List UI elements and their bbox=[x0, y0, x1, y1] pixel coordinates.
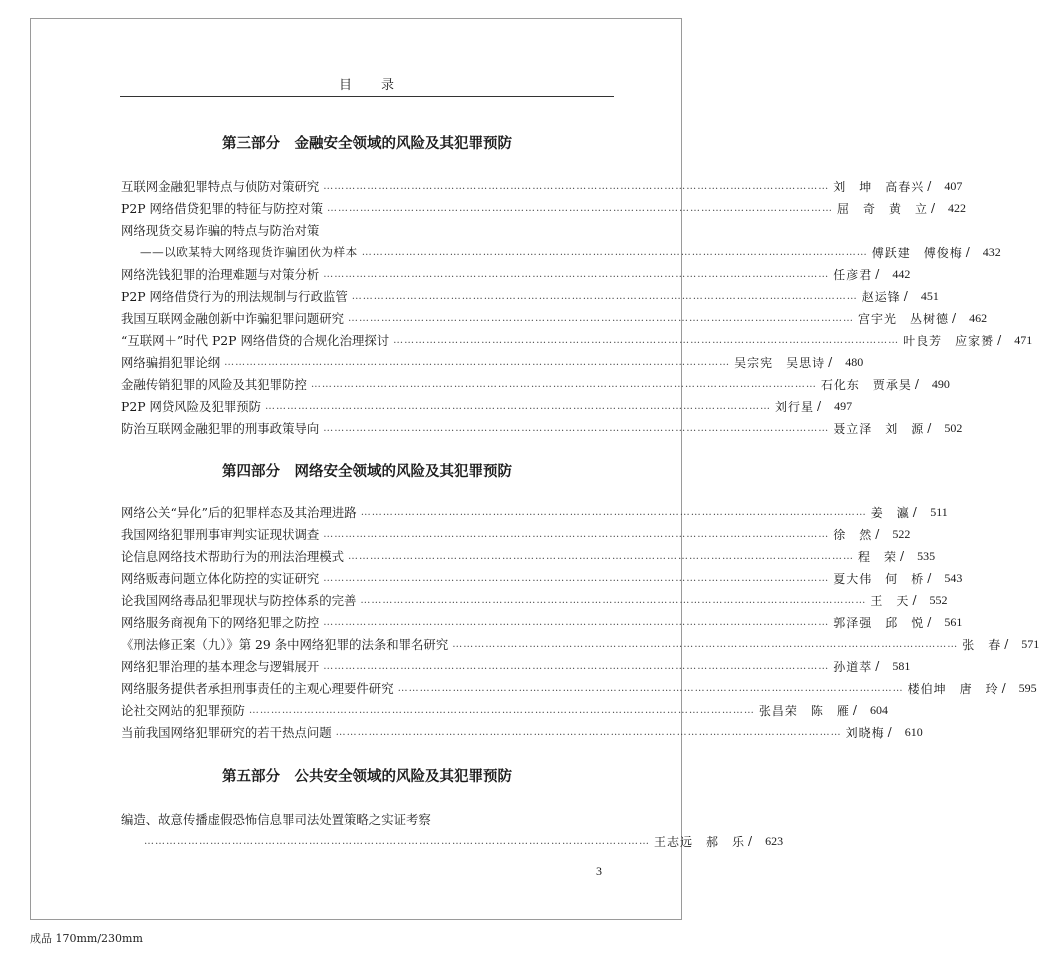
entry-title: 论信息网络技术帮助行为的刑法治理模式 bbox=[121, 549, 345, 564]
entry-page: 610 bbox=[904, 724, 923, 739]
leader-dots: ………………………………………………………………………………………………………………………… bbox=[335, 726, 842, 738]
section-title-part-3: 第三部分 金融安全领域的风险及其犯罪预防 bbox=[222, 136, 512, 152]
entry-page: 511 bbox=[930, 504, 948, 519]
leader-dots: ………………………………………………………………………………………………………………………… bbox=[351, 290, 858, 302]
entry-page: 422 bbox=[948, 200, 967, 215]
page-separator: / bbox=[748, 834, 753, 848]
entry-title: 网络贩毒问题立体化防控的实证研究 bbox=[121, 571, 320, 586]
entry-title: 编造、故意传播虚假恐怖信息罪司法处置策略之实证考察 bbox=[121, 812, 431, 827]
entry-title: 我国互联网金融创新中诈骗犯罪问题研究 bbox=[121, 311, 345, 326]
leader-dots: ………………………………………………………………………………………………………………………… bbox=[265, 400, 772, 412]
toc-entry[interactable] bbox=[121, 219, 614, 241]
toc-entry[interactable] bbox=[121, 523, 911, 545]
leader-dots: ………………………………………………………………………………………………………………………… bbox=[323, 422, 830, 434]
toc-entry[interactable] bbox=[121, 567, 963, 589]
entry-title: 网络骗捐犯罪论纲 bbox=[121, 355, 221, 370]
page-number: 3 bbox=[596, 864, 602, 878]
entry-authors: 郭泽强 邱 悦 bbox=[833, 615, 925, 630]
toc-entry-subtitle-line[interactable] bbox=[140, 241, 1001, 263]
toc-entry[interactable] bbox=[121, 655, 911, 677]
leader-dots: ………………………………………………………………………………………………………………………… bbox=[348, 550, 855, 562]
entry-title: 论社交网站的犯罪预防 bbox=[121, 703, 245, 718]
section-title-part-5: 第五部分 公共安全领域的风险及其犯罪预防 bbox=[222, 769, 512, 785]
entry-authors: 叶良芳 应家赟 bbox=[903, 333, 995, 348]
entry-page: 623 bbox=[765, 833, 784, 848]
leader-dots: ………………………………………………………………………………………………………………………… bbox=[360, 594, 867, 606]
entry-title: 防治互联网金融犯罪的刑事政策导向 bbox=[121, 421, 320, 436]
entry-title: P2P 网贷风险及犯罪预防 bbox=[121, 399, 262, 414]
toc-entry[interactable] bbox=[121, 699, 888, 721]
leader-dots: ………………………………………………………………………………………………………………………… bbox=[397, 682, 904, 694]
page-separator: / bbox=[1001, 681, 1006, 695]
entry-page: 442 bbox=[892, 266, 911, 281]
entry-title: 论我国网络毒品犯罪现状与防控体系的完善 bbox=[121, 593, 357, 608]
running-head: 目 录 bbox=[120, 74, 614, 97]
page-separator: / bbox=[887, 725, 892, 739]
page-separator: / bbox=[927, 421, 932, 435]
entry-page: 407 bbox=[944, 178, 963, 193]
entry-authors: 宫宇光 丛树德 bbox=[858, 311, 950, 326]
toc-entry[interactable] bbox=[121, 501, 948, 523]
toc-entry[interactable] bbox=[121, 329, 1033, 351]
toc-entry[interactable] bbox=[121, 307, 988, 329]
toc-entry[interactable] bbox=[121, 351, 864, 373]
entry-page: 432 bbox=[982, 244, 1001, 259]
toc-entry[interactable] bbox=[121, 677, 1037, 699]
leader-dots: ………………………………………………………………………………………………………………………… bbox=[323, 528, 830, 540]
leader-dots: ………………………………………………………………………………………………………………………… bbox=[248, 704, 755, 716]
entry-title: 互联网金融犯罪特点与侦防对策研究 bbox=[121, 179, 320, 194]
entry-title: 我国网络犯罪刑事审判实证现状调查 bbox=[121, 527, 320, 542]
leader-dots: ………………………………………………………………………………………………………………………… bbox=[323, 268, 830, 280]
leader-dots: ………………………………………………………………………………………………………………………… bbox=[323, 616, 830, 628]
entry-title: 网络公关“异化”后的犯罪样态及其治理进路 bbox=[121, 505, 357, 520]
entry-title: 网络犯罪治理的基本理念与逻辑展开 bbox=[121, 659, 320, 674]
entry-authors: 刘晓梅 bbox=[845, 725, 885, 740]
entry-authors: 孙道萃 bbox=[833, 659, 873, 674]
toc-entry[interactable] bbox=[121, 395, 853, 417]
page-separator: / bbox=[852, 703, 857, 717]
toc-entry[interactable] bbox=[121, 808, 614, 830]
entry-authors: 程 荣 bbox=[858, 549, 898, 564]
page-separator: / bbox=[997, 333, 1002, 347]
leader-dots: ………………………………………………………………………………………………………………………… bbox=[310, 378, 817, 390]
entry-title: 当前我国网络犯罪研究的若干热点问题 bbox=[121, 725, 332, 740]
entry-authors: 傅跃建 傅俊梅 bbox=[871, 245, 963, 260]
entry-authors: 王 天 bbox=[870, 593, 910, 608]
toc-entry[interactable] bbox=[121, 633, 1039, 655]
toc-entry[interactable] bbox=[121, 611, 963, 633]
entry-page: 595 bbox=[1018, 680, 1037, 695]
entry-page: 552 bbox=[929, 592, 948, 607]
page-separator: / bbox=[817, 399, 822, 413]
page-separator: / bbox=[952, 311, 957, 325]
toc-entry[interactable] bbox=[121, 721, 923, 743]
page-separator: / bbox=[875, 659, 880, 673]
leader-dots: ………………………………………………………………………………………………………………………… bbox=[348, 312, 855, 324]
entry-page: 561 bbox=[944, 614, 963, 629]
leader-dots: ………………………………………………………………………………………………………………………… bbox=[144, 835, 650, 847]
leader-dots: ………………………………………………………………………………………………………………………… bbox=[452, 638, 959, 650]
toc-entry-continuation-line[interactable] bbox=[140, 830, 784, 852]
toc-entry[interactable] bbox=[121, 175, 963, 197]
entry-page: 490 bbox=[931, 376, 950, 391]
entry-page: 451 bbox=[920, 288, 939, 303]
toc-entry[interactable] bbox=[121, 197, 967, 219]
entry-authors: 楼伯坤 唐 玲 bbox=[907, 681, 999, 696]
entry-authors: 姜 瀛 bbox=[870, 505, 910, 520]
entry-page: 471 bbox=[1014, 332, 1033, 347]
entry-title: 网络洗钱犯罪的治理难题与对策分析 bbox=[121, 267, 320, 282]
leader-dots: ………………………………………………………………………………………………………………………… bbox=[323, 180, 830, 192]
page-separator: / bbox=[914, 377, 919, 391]
entry-page: 604 bbox=[869, 702, 888, 717]
toc-entry[interactable] bbox=[121, 589, 948, 611]
leader-dots: ………………………………………………………………………………………………………………………… bbox=[224, 356, 731, 368]
entry-page: 543 bbox=[944, 570, 963, 585]
leader-dots: ………………………………………………………………………………………………………………………… bbox=[361, 246, 868, 258]
page-separator: / bbox=[903, 289, 908, 303]
leader-dots: ………………………………………………………………………………………………………………………… bbox=[326, 202, 833, 214]
entry-page: 535 bbox=[917, 548, 936, 563]
entry-authors: 聂立泽 刘 源 bbox=[833, 421, 925, 436]
entry-page: 462 bbox=[969, 310, 988, 325]
entry-page: 571 bbox=[1021, 636, 1039, 651]
toc-entry[interactable] bbox=[121, 263, 911, 285]
entry-page: 480 bbox=[845, 354, 864, 369]
entry-authors: 张 春 bbox=[962, 637, 1002, 652]
entry-authors: 屈 奇 黄 立 bbox=[836, 201, 928, 216]
entry-subtitle: ——以欧某特大网络现货诈骗团伙为样本 bbox=[140, 245, 358, 259]
toc-entry[interactable] bbox=[121, 417, 963, 439]
trim-size-note: 成品 170mm/230mm bbox=[30, 932, 143, 945]
section-title-part-4: 第四部分 网络安全领域的风险及其犯罪预防 bbox=[222, 464, 512, 480]
leader-dots: ………………………………………………………………………………………………………………………… bbox=[360, 506, 867, 518]
entry-authors: 刘行星 bbox=[775, 399, 815, 414]
entry-title: 网络服务商视角下的网络犯罪之防控 bbox=[121, 615, 320, 630]
entry-authors: 赵运锋 bbox=[861, 289, 901, 304]
page-separator: / bbox=[965, 245, 970, 259]
leader-dots: ………………………………………………………………………………………………………………………… bbox=[393, 334, 900, 346]
page-separator: / bbox=[900, 549, 905, 563]
entry-title: 《刑法修正案（九）》第 29 条中网络犯罪的法条和罪名研究 bbox=[121, 637, 449, 652]
entry-title: “互联网＋”时代 P2P 网络借贷的合规化治理探讨 bbox=[121, 333, 390, 348]
entry-authors: 王志远 郝 乐 bbox=[654, 834, 746, 849]
leader-dots: ………………………………………………………………………………………………………………………… bbox=[323, 660, 830, 672]
entry-title: 金融传销犯罪的风险及其犯罪防控 bbox=[121, 377, 307, 392]
page-separator: / bbox=[912, 505, 917, 519]
toc-entry[interactable] bbox=[121, 373, 950, 395]
page-separator: / bbox=[927, 571, 932, 585]
page-separator: / bbox=[912, 593, 917, 607]
toc-entry[interactable] bbox=[121, 545, 936, 567]
entry-page: 497 bbox=[834, 398, 853, 413]
entry-authors: 任彦君 bbox=[833, 267, 873, 282]
entry-title: 网络现货交易诈骗的特点与防治对策 bbox=[121, 223, 320, 238]
leader-dots: ………………………………………………………………………………………………………………………… bbox=[323, 572, 830, 584]
page-separator: / bbox=[1004, 637, 1009, 651]
entry-authors: 石化东 贾承昊 bbox=[820, 377, 912, 392]
page-separator: / bbox=[875, 527, 880, 541]
entry-page: 522 bbox=[892, 526, 911, 541]
entry-authors: 刘 坤 高春兴 bbox=[833, 179, 925, 194]
entry-title: P2P 网络借贷犯罪的特征与防控对策 bbox=[121, 201, 323, 216]
entry-authors: 徐 然 bbox=[833, 527, 873, 542]
entry-authors: 张昌荣 陈 雁 bbox=[758, 703, 850, 718]
page-separator: / bbox=[875, 267, 880, 281]
entry-title: P2P 网络借贷行为的刑法规制与行政监管 bbox=[121, 289, 348, 304]
entry-title: 网络服务提供者承担刑事责任的主观心理要件研究 bbox=[121, 681, 394, 696]
page-separator: / bbox=[828, 355, 833, 369]
entry-authors: 吴宗宪 吴思诗 bbox=[734, 355, 826, 370]
entry-authors: 夏大伟 何 桥 bbox=[833, 571, 925, 586]
page-separator: / bbox=[930, 201, 936, 215]
entry-page: 502 bbox=[944, 420, 963, 435]
page-separator: / bbox=[927, 179, 932, 193]
page-separator: / bbox=[927, 615, 932, 629]
toc-entry[interactable] bbox=[121, 285, 939, 307]
entry-page: 581 bbox=[892, 658, 911, 673]
